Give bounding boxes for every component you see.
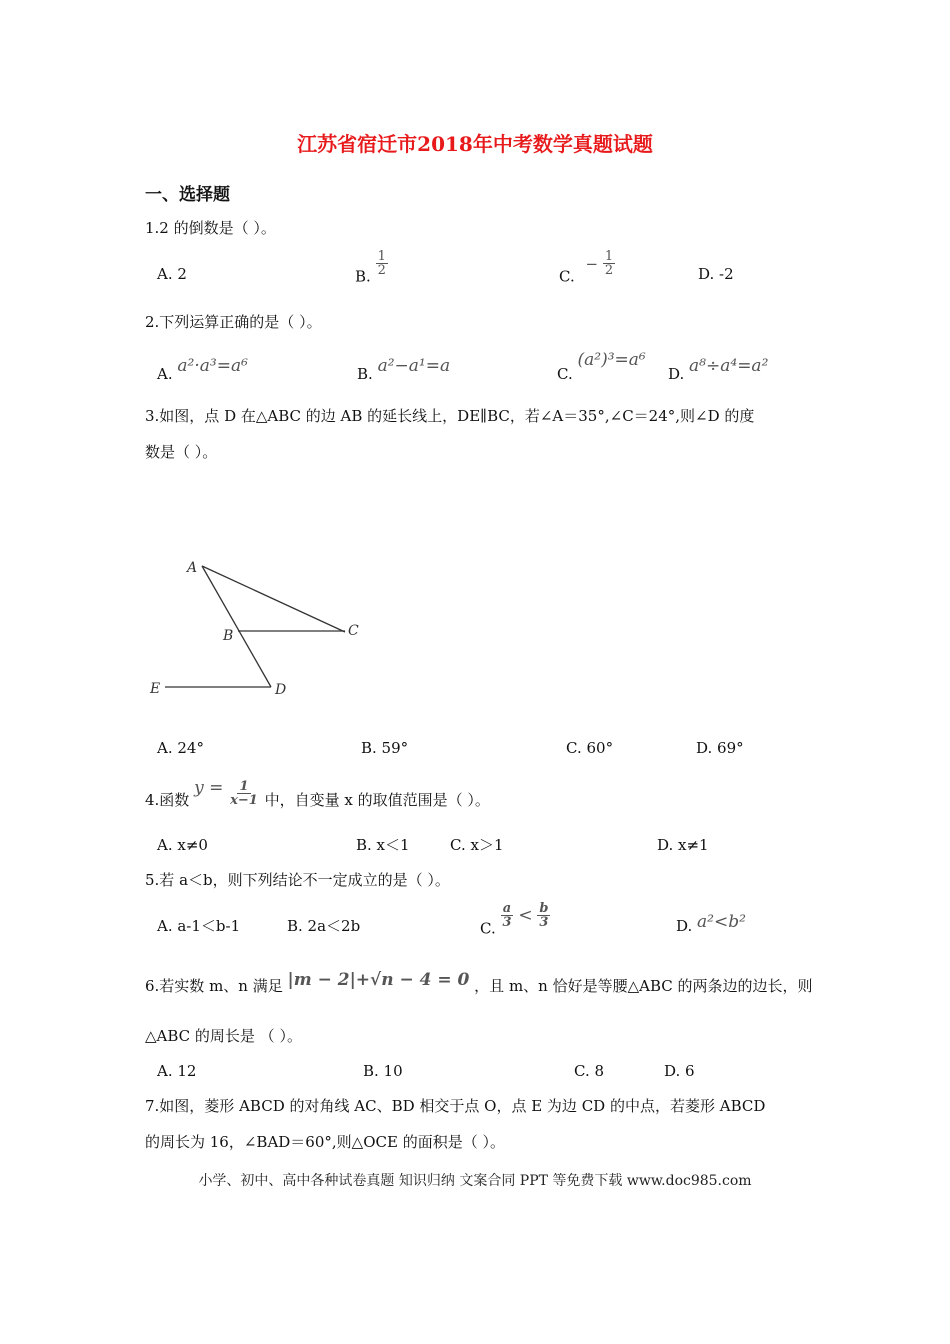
- q2-option-a: [157, 356, 248, 384]
- q1-b-numerator: 1: [377, 249, 386, 264]
- q4-option-b: B. x＜1: [356, 836, 410, 854]
- q3-option-b: B. 59°: [361, 739, 409, 757]
- q6-option-a: A. 12: [157, 1062, 197, 1080]
- q5-c-den1: 3: [502, 915, 512, 930]
- q5-c-fraction-a: [501, 902, 514, 929]
- q1-c-numerator: 1: [604, 249, 614, 264]
- q5-d-math: a²<b²: [697, 912, 746, 932]
- q1-option-b-fraction: [376, 250, 388, 277]
- q2-option-c: [557, 350, 646, 384]
- q6-option-b: B. 10: [363, 1062, 403, 1080]
- q1-option-b-label: B.: [355, 267, 371, 286]
- q3-option-a: A. 24°: [157, 739, 204, 757]
- q5-c-den2: 3: [539, 915, 549, 930]
- q2-d-math: a⁸÷a⁴=a²: [689, 356, 769, 376]
- q4-function-lhs: y =: [194, 778, 224, 798]
- q4-function-fraction: [228, 780, 260, 807]
- question-7-stem-line2: 的周长为 16，∠BAD＝60°,则△OCE 的面积是（ ）。: [145, 1133, 505, 1151]
- q4-option-d: D. x≠1: [657, 836, 709, 854]
- q5-option-a: A. a-1＜b-1: [157, 917, 241, 935]
- question-4-stem: [145, 778, 490, 810]
- q4-stem-pre: 4.函数: [145, 791, 190, 809]
- segment-ac: [202, 566, 345, 632]
- document-title: 江苏省宿迁市2018年中考数学真题试题: [297, 132, 653, 156]
- q4-option-c: C. x＞1: [450, 836, 504, 854]
- q5-d-label: D.: [676, 917, 693, 935]
- q2-c-math: (a²)³=a⁶: [577, 350, 646, 370]
- q6-option-c: C. 8: [574, 1062, 605, 1080]
- q2-option-d: [668, 356, 768, 384]
- q5-option-c: [480, 902, 550, 939]
- q3-geometry-diagram: [140, 552, 380, 712]
- question-2-stem: 2.下列运算正确的是（ ）。: [145, 313, 322, 331]
- q1-option-c-fraction: [603, 250, 615, 277]
- q1-option-d: D. -2: [698, 265, 734, 283]
- q5-option-b: B. 2a＜2b: [287, 917, 361, 935]
- q4-fn-denominator: x−1: [230, 792, 258, 808]
- q3-option-c: C. 60°: [566, 739, 614, 757]
- q1-option-b: [355, 250, 388, 287]
- question-5-stem: 5.若 a＜b，则下列结论不一定成立的是（ ）。: [145, 871, 450, 889]
- q5-option-d: [676, 912, 746, 936]
- q5-c-num2: b: [539, 901, 549, 916]
- q2-c-label: C.: [557, 365, 573, 383]
- q1-c-sign: −: [585, 254, 599, 273]
- question-6-stem-line2: △ABC 的周长是 （ ）。: [145, 1027, 302, 1045]
- q1-option-c-label: C.: [559, 267, 575, 286]
- q2-a-math: a²·a³=a⁶: [177, 356, 248, 376]
- section-heading: 一、选择题: [145, 185, 230, 205]
- question-1-stem: 1.2 的倒数是（ ）。: [145, 219, 276, 237]
- question-3-stem-line2: 数是（ ）。: [145, 443, 218, 461]
- question-3-stem-line1: 3.如图，点 D 在△ABC 的边 AB 的延长线上，DE∥BC，若∠A＝35°,∠C＝24°,则∠D 的度: [145, 407, 755, 425]
- q4-option-a: A. x≠0: [157, 836, 208, 854]
- q2-b-math: a²−a¹=a: [377, 356, 451, 376]
- q5-c-fraction-b: [537, 902, 550, 929]
- q6-option-d: D. 6: [664, 1062, 695, 1080]
- q5-c-num1: a: [502, 901, 512, 916]
- q6-stem-pre: 6.若实数 m、n 满足: [145, 977, 283, 995]
- question-7-stem-line1: 7.如图，菱形 ABCD 的对角线 AC、BD 相交于点 O，点 E 为边 CD 的中点，若菱形 ABCD: [145, 1097, 766, 1115]
- q5-c-label: C.: [480, 919, 496, 938]
- q2-d-label: D.: [668, 365, 685, 383]
- q6-stem-post: ，且 m、n 恰好是等腰△ABC 的两条边的边长，则: [474, 977, 813, 995]
- label-a: A: [187, 560, 198, 576]
- q2-a-label: A.: [157, 365, 173, 383]
- label-d: D: [275, 682, 287, 698]
- q4-stem-post: 中，自变量 x 的取值范围是（ ）。: [264, 791, 490, 809]
- label-b: B: [223, 628, 234, 644]
- question-6-stem: [145, 968, 813, 996]
- label-e: E: [150, 681, 161, 697]
- q6-condition: |m − 2|+√n − 4 = 0: [287, 970, 470, 990]
- q1-b-denominator: 2: [377, 263, 386, 278]
- q2-option-b: [357, 356, 450, 384]
- page-footer: 小学、初中、高中各种试卷真题 知识归纳 文案合同 PPT 等免费下载 www.doc985.com: [198, 1173, 752, 1189]
- q3-option-d: D. 69°: [696, 739, 744, 757]
- q4-fn-numerator: 1: [239, 778, 249, 794]
- q1-option-a: A. 2: [157, 265, 187, 283]
- q2-b-label: B.: [357, 365, 373, 383]
- label-c: C: [348, 623, 359, 639]
- q1-c-denominator: 2: [604, 263, 614, 278]
- segment-ad: [202, 566, 271, 687]
- q5-c-less-than: <: [518, 905, 533, 926]
- q1-option-c: [559, 250, 615, 287]
